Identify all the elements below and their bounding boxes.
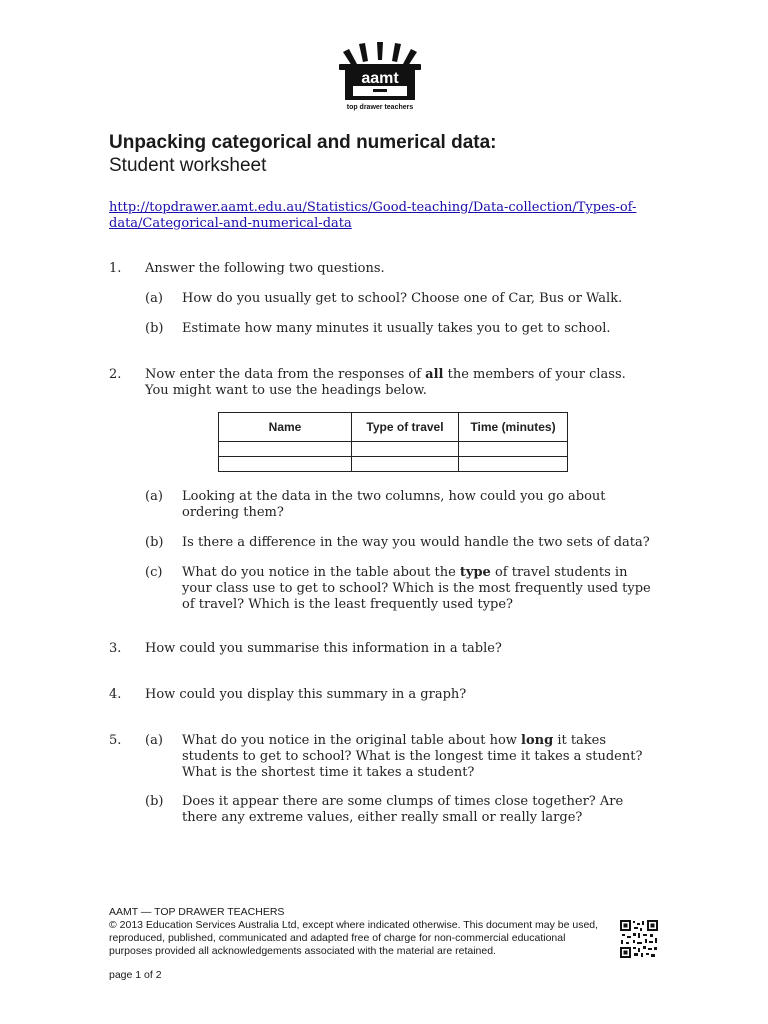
svg-text:aamt: aamt: [361, 70, 399, 87]
question-1a-text: How do you usually get to school? Choose one of Car, Bus or Walk.: [182, 291, 623, 306]
question-1b-label: (b): [145, 321, 164, 336]
footer-copyright: © 2013 Education Services Australia Ltd, except where indicated otherwise. This document may be used, reproduced, published, communicated and adapted free of charge for non-commercial educational purposes provided all acknowledgements associated with the material are retained.: [109, 919, 599, 957]
aamt-logo: [335, 40, 425, 112]
question-5a-label: (a): [145, 733, 163, 748]
page-number: page 1 of 2: [109, 969, 162, 981]
qr-code-icon: [620, 920, 658, 958]
footer-org: AAMT — TOP DRAWER TEACHERS: [109, 906, 285, 918]
question-2a-label: (a): [145, 489, 163, 504]
table-row: [219, 457, 568, 472]
question-2-text: Now enter the data from the responses of all the members of your class. You might want to use the headings below.: [145, 367, 626, 398]
question-1-text: Answer the following two questions.: [145, 261, 385, 276]
question-5-number: 5.: [109, 733, 122, 748]
question-1b-text: Estimate how many minutes it usually takes you to get to school.: [182, 321, 611, 336]
page-subtitle: Student worksheet: [109, 155, 267, 176]
svg-text:top drawer teachers: top drawer teachers: [346, 104, 414, 111]
question-3-text: How could you summarise this information in a table?: [145, 641, 502, 656]
question-5b-text: Does it appear there are some clumps of times close together? Are there any extreme values, either really small or really large?: [182, 794, 624, 825]
question-2-number: 2.: [109, 367, 122, 382]
question-2b-label: (b): [145, 535, 164, 550]
table-row: [219, 442, 568, 457]
question-2c-text: What do you notice in the table about the type of travel students in your class use to get to school? Which is the most frequently used type of travel? Which is the least frequently used type?: [182, 565, 651, 612]
table-header-time: Time (minutes): [459, 413, 568, 442]
question-1a-label: (a): [145, 291, 163, 306]
question-4-number: 4.: [109, 687, 122, 702]
data-entry-table: [218, 412, 568, 472]
footer: [109, 906, 609, 958]
question-2b-text: Is there a difference in the way you would handle the two sets of data?: [182, 535, 650, 550]
question-2a-text: Looking at the data in the two columns, how could you go about ordering them?: [182, 489, 606, 520]
resource-link[interactable]: http://topdrawer.aamt.edu.au/Statistics/Good-teaching/Data-collection/Types-of-data/Categorical-and-numerical-data: [109, 200, 637, 231]
question-1-number: 1.: [109, 261, 122, 276]
page-title: Unpacking categorical and numerical data:: [109, 132, 497, 153]
question-4-text: How could you display this summary in a graph?: [145, 687, 467, 702]
question-5b-label: (b): [145, 794, 164, 809]
question-2c-label: (c): [145, 565, 163, 580]
table-header-name: Name: [219, 413, 352, 442]
question-5a-text: What do you notice in the original table about how long it takes students to get to school? What is the longest time it takes a student? What is the shortest time it takes a student?: [182, 733, 643, 780]
question-3-number: 3.: [109, 641, 122, 656]
table-header-type: Type of travel: [352, 413, 459, 442]
